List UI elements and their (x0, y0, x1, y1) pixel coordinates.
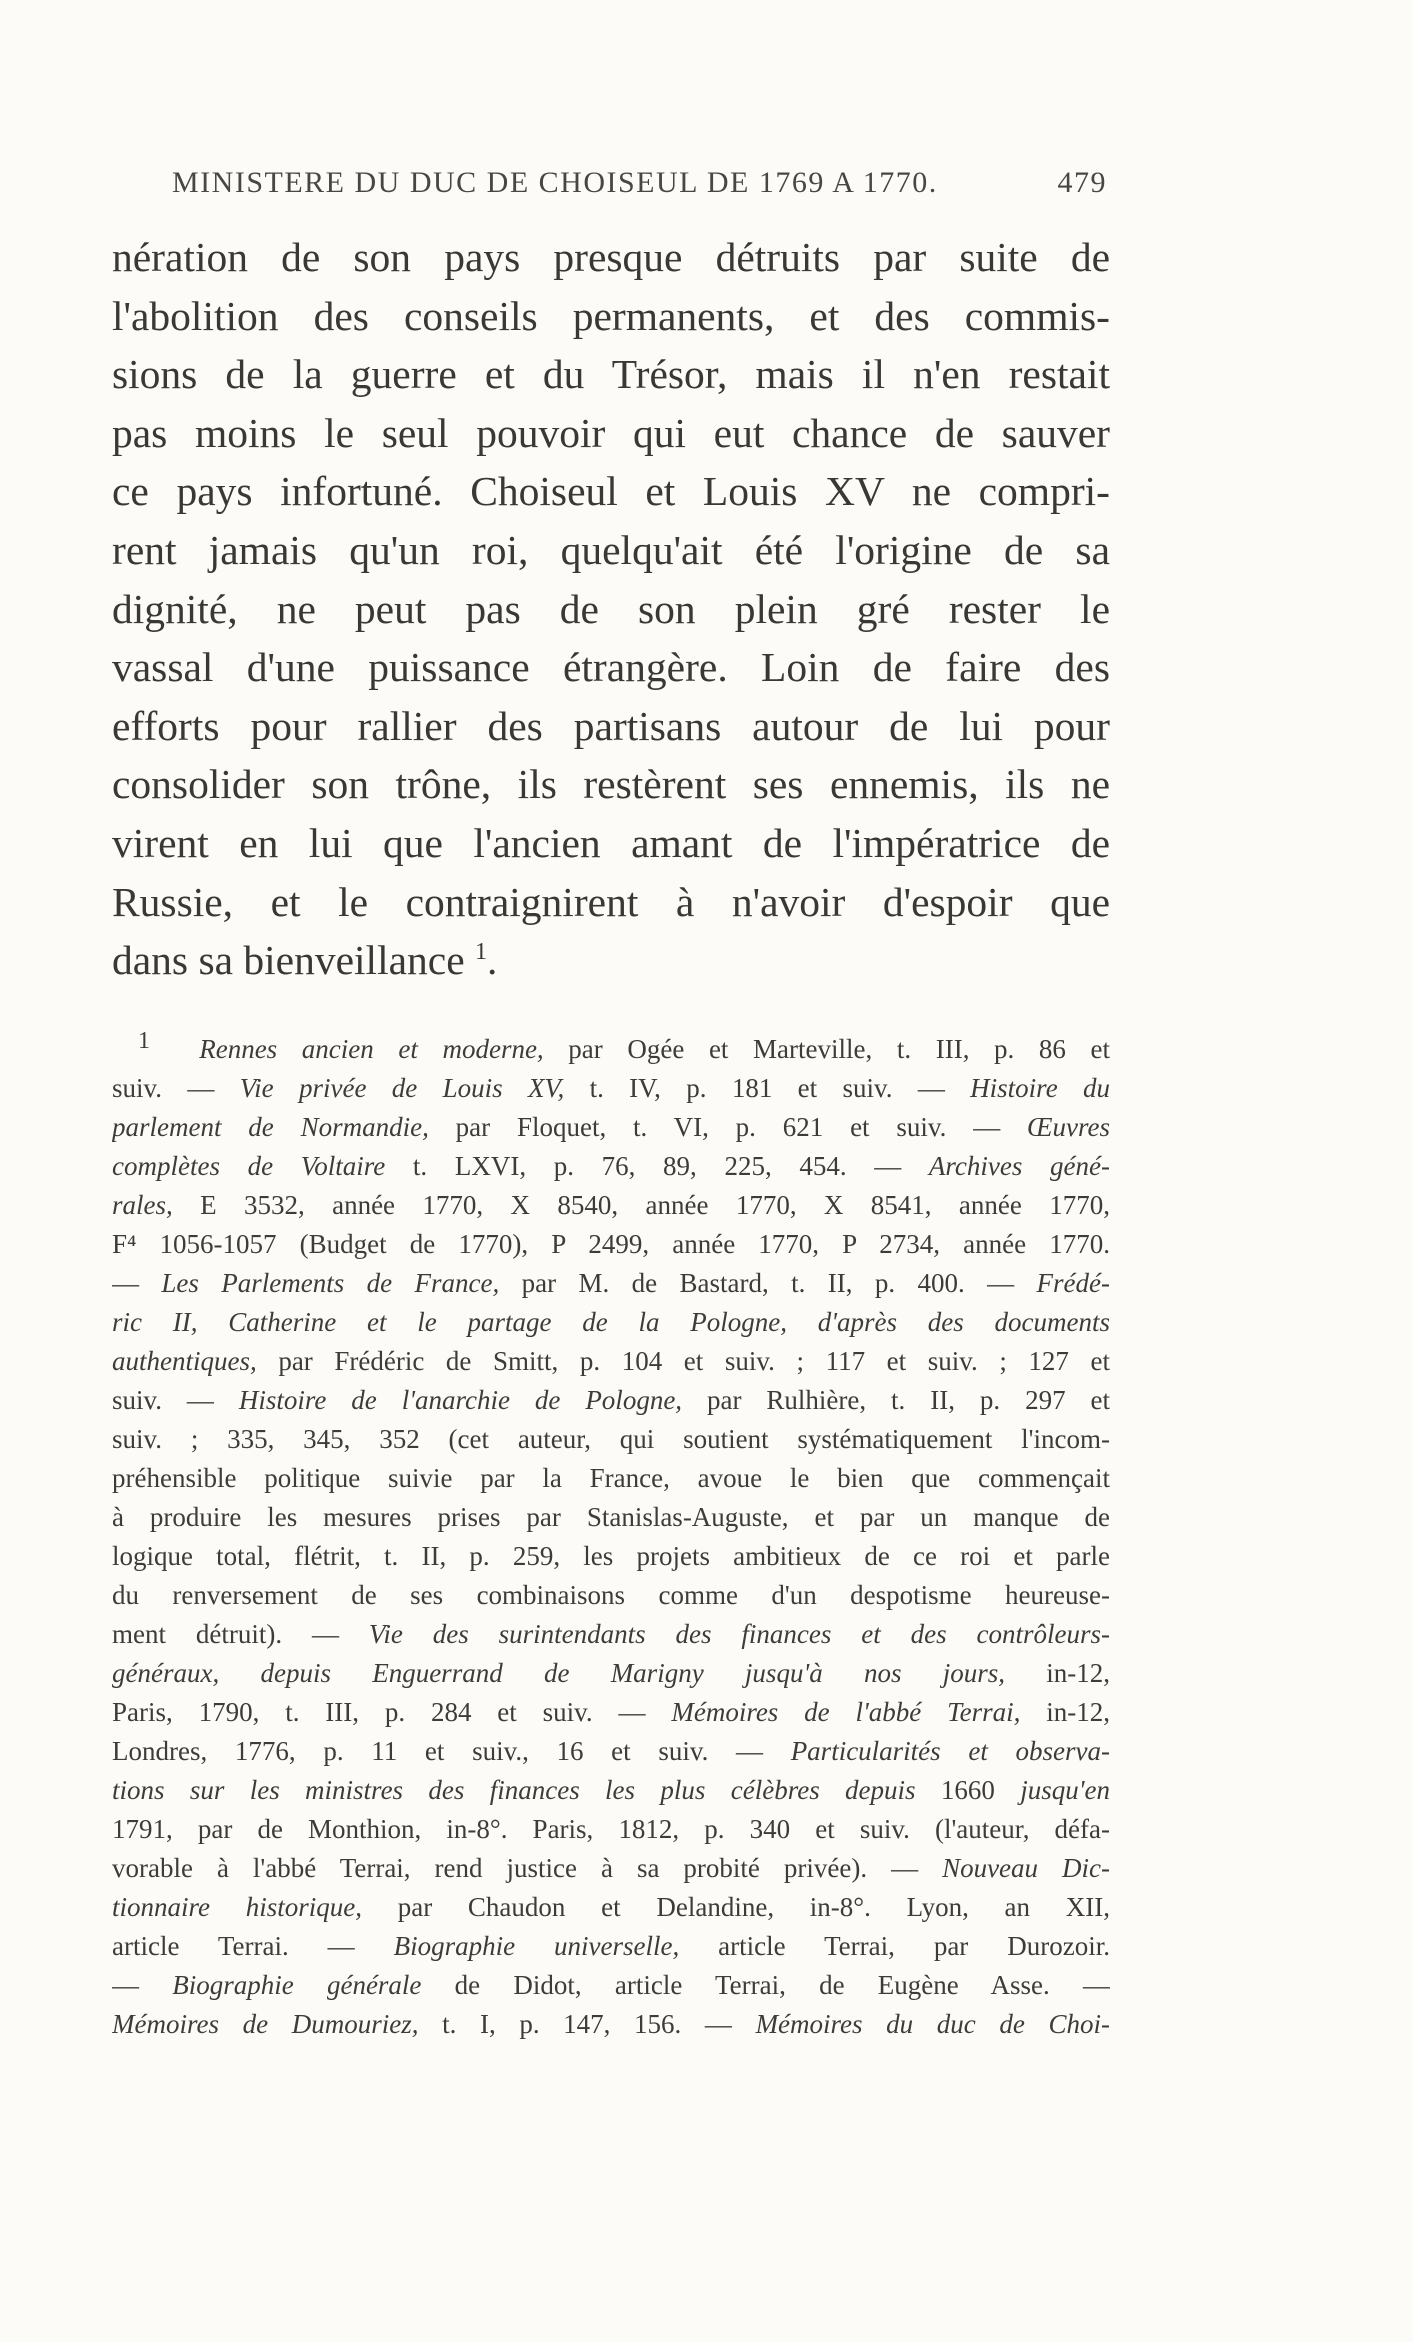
source-detail: du renversement de ses combinaisons comme d'un despotisme heureuse- (112, 1580, 1110, 1610)
source-title: Mémoires du duc de Choi- (755, 2009, 1110, 2039)
footnote-line (112, 1264, 1110, 1303)
footnote-line (112, 1030, 1110, 1069)
source-detail: préhensible politique suivie par la France, avoue le bien que commençait (112, 1463, 1110, 1493)
source-title: Rennes ancien et moderne, (199, 1034, 544, 1064)
source-title: parlement de Normandie, (112, 1112, 429, 1142)
source-title: tions sur les ministres des finances les plus célèbres depuis (112, 1775, 916, 1805)
text-line: efforts pour rallier des partisans autour de lui pour (112, 702, 1110, 749)
source-detail: F⁴ 1056-1057 (Budget de 1770), P 2499, année 1770, P 2734, année 1770. (112, 1229, 1110, 1259)
source-detail: in-12, (1005, 1658, 1110, 1688)
source-title: Histoire du (970, 1073, 1110, 1103)
footnote-line (112, 2005, 1110, 2044)
source-title: complètes de Voltaire (112, 1151, 386, 1181)
source-title: Particularités et observa- (790, 1736, 1110, 1766)
source-detail: par de Monthion, in-8°. Paris, 1812, p. 340 et suiv. (l'auteur, défa- (172, 1814, 1110, 1844)
source-detail: suiv. — (112, 1073, 240, 1103)
source-title: Histoire de l'anarchie de Pologne, (238, 1385, 683, 1415)
source-title: Archives géné- (928, 1151, 1110, 1181)
footnote-line (112, 1069, 1110, 1108)
text-line: nération de son pays presque détruits par suite de (112, 234, 1110, 280)
footnote-line (112, 1693, 1110, 1732)
footnote-line (112, 1225, 1110, 1264)
source-title: tionnaire historique, (112, 1892, 362, 1922)
source-detail: Paris, 1790, t. III, p. 284 et suiv. — (112, 1697, 672, 1727)
footnote (112, 1030, 1110, 2044)
text-line: dignité, ne peut pas de son plein gré rester le (112, 585, 1110, 632)
footnote-line (112, 1342, 1110, 1381)
footnote-line (112, 1849, 1110, 1888)
footnote-line (112, 1654, 1110, 1693)
footnote-line (112, 1303, 1110, 1342)
footnote-line (112, 1771, 1110, 1810)
source-detail: t. I, p. 147, 156. — (418, 2009, 756, 2039)
source-title: jusqu'en (1020, 1775, 1110, 1805)
text-line-last: dans sa bienveillance $^1$. (112, 937, 498, 984)
text-line: sions de la guerre et du Trésor, mais il n'en restait (112, 351, 1110, 398)
running-head (172, 166, 1107, 210)
source-detail: 1791, (112, 1814, 173, 1844)
source-title: Frédé- (1036, 1268, 1110, 1298)
source-title: Biographie générale (172, 1970, 422, 2000)
source-detail: — (112, 1268, 162, 1298)
footnote-line (112, 1498, 1110, 1537)
source-detail: par M. de Bastard, t. II, p. 400. — (499, 1268, 1037, 1298)
source-title: généraux, depuis Enguerrand de Marigny jusqu'à nos jours, (112, 1658, 1005, 1688)
source-title: authentiques, (112, 1346, 257, 1376)
text-line: virent en lui que l'ancien amant de l'impératrice de (112, 819, 1110, 866)
text-line: ce pays infortuné. Choiseul et Louis XV ne compri- (112, 468, 1110, 515)
source-detail: de Didot, article Terrai, de Eugène Asse. — (421, 1970, 1110, 2000)
source-detail: par Rulhière, t. II, p. 297 et (682, 1385, 1110, 1415)
source-detail: in-12, (1020, 1697, 1110, 1727)
source-detail: E 3532, année 1770, X 8540, année 1770, X 8541, année 1770, (172, 1190, 1110, 1220)
source-detail: logique total, flétrit, t. II, p. 259, les projets ambitieux de ce roi et parle (112, 1541, 1110, 1571)
source-detail: à produire les mesures prises par Stanislas-Auguste, et par un manque de (112, 1502, 1110, 1532)
footnote-line (112, 1732, 1110, 1771)
text-line: l'abolition des conseils permanents, et des commis- (112, 292, 1110, 339)
footnote-line (112, 1810, 1110, 1849)
source-title: ric II, Catherine et le partage de la Pologne, d'après des documents (112, 1307, 1110, 1337)
footnote-line (112, 1186, 1110, 1225)
footnote-line (112, 1420, 1110, 1459)
text-line: rent jamais qu'un roi, quelqu'ait été l'origine de sa (112, 526, 1110, 573)
source-detail: ment détruit). — (112, 1619, 369, 1649)
text-line: vassal d'une puissance étrangère. Loin de faire des (112, 644, 1110, 691)
source-detail: t. IV, p. 181 et suiv. — (564, 1073, 971, 1103)
source-detail: t. LXVI, p. 76, 89, 225, 454. — (385, 1151, 929, 1181)
source-detail: article Terrai. — (112, 1931, 394, 1961)
source-title: Vie des surintendants des finances et des contrôleurs- (368, 1619, 1110, 1649)
source-title: Biographie universelle, (393, 1931, 680, 1961)
footnote-line (112, 1459, 1110, 1498)
source-detail: suiv. ; 335, 345, 352 (cet auteur, qui soutient systématiquement l'incom- (112, 1424, 1110, 1454)
source-detail: par Chaudon et Delandine, in-8°. Lyon, an XII, (361, 1892, 1110, 1922)
source-title: Vie privée de Louis XV, (239, 1073, 565, 1103)
text-line-content: dans sa bienveillance (112, 937, 465, 984)
footnote-line (112, 1615, 1110, 1654)
source-title: Œuvres (1027, 1112, 1110, 1142)
source-detail: par Frédéric de Smitt, p. 104 et suiv. ; 117 et suiv. ; 127 et (256, 1346, 1110, 1376)
source-title: Nouveau Dic- (942, 1853, 1110, 1883)
source-title: Mémoires de Dumouriez, (112, 2009, 419, 2039)
source-detail: suiv. — (112, 1385, 239, 1415)
source-detail: article Terrai, par Durozoir. (679, 1931, 1110, 1961)
footnote-line (112, 1537, 1110, 1576)
footnote-line (112, 1888, 1110, 1927)
source-detail: par Ogée et Marteville, t. III, p. 86 et (543, 1034, 1110, 1064)
footnote-line (112, 1966, 1110, 2005)
text-line: Russie, et le contraignirent à n'avoir d'espoir que (112, 878, 1110, 925)
source-title: Mémoires de l'abbé Terrai, (671, 1697, 1021, 1727)
footnote-line (112, 1381, 1110, 1420)
source-detail: Londres, 1776, p. 11 et suiv., 16 et suiv. — (112, 1736, 791, 1766)
footnote-marker: 1 (138, 1030, 150, 1054)
footnote-line (112, 1147, 1110, 1186)
running-head-title: MINISTERE DU DUC DE CHOISEUL DE 1769 A 1770. (172, 166, 938, 199)
source-detail: — (112, 1970, 173, 2000)
footnote-reference[interactable]: 1 (474, 939, 487, 966)
source-detail: par Floquet, t. VI, p. 621 et suiv. — (428, 1112, 1028, 1142)
source-title: Les Parlements de France, (161, 1268, 500, 1298)
footnote-line (112, 1576, 1110, 1615)
source-title: rales, (112, 1190, 173, 1220)
source-detail: vorable à l'abbé Terrai, rend justice à sa probité privée). — (112, 1853, 943, 1883)
source-detail: 1660 (915, 1775, 1021, 1805)
text-line: pas moins le seul pouvoir qui eut chance de sauver (112, 409, 1110, 456)
text-line: consolider son trône, ils restèrent ses ennemis, ils ne (112, 761, 1110, 808)
footnote-line (112, 1927, 1110, 1966)
page-number: 479 (1057, 166, 1107, 199)
footnote-line (112, 1108, 1110, 1147)
main-text (112, 228, 1110, 990)
